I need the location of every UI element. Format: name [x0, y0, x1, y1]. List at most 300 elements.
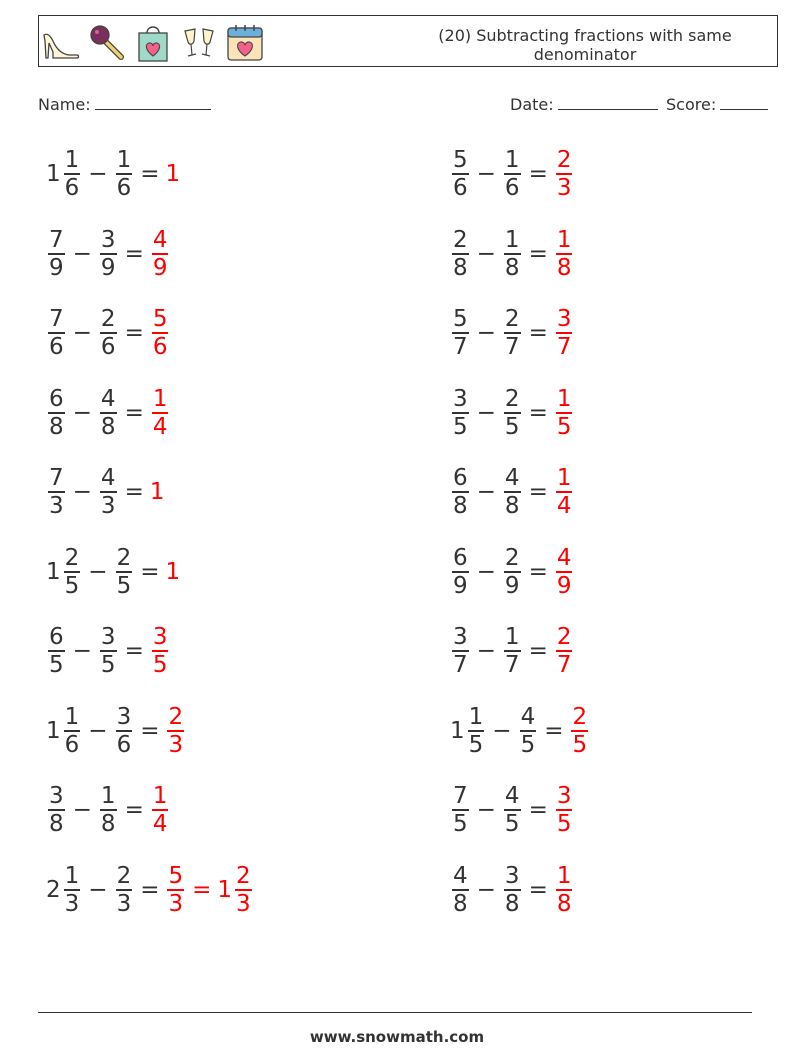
denominator: 5	[453, 413, 468, 440]
denominator: 6	[116, 175, 132, 201]
answer	[554, 863, 575, 917]
minus-sign: −	[476, 161, 496, 187]
answer	[554, 465, 575, 519]
minus-sign: −	[476, 479, 496, 505]
numerator: 4	[100, 385, 116, 412]
date-blank[interactable]	[558, 93, 658, 110]
fraction	[116, 863, 133, 917]
denominator: 5	[504, 811, 520, 837]
minus-sign: −	[476, 558, 496, 585]
denominator: 7	[504, 652, 520, 678]
denominator: 3	[168, 731, 184, 758]
fraction	[556, 147, 573, 201]
numerator: 3	[453, 624, 468, 650]
minus-sign: −	[88, 558, 108, 585]
equals-sign: =	[528, 638, 548, 664]
numerator: 5	[152, 306, 168, 332]
equals-sign: =	[124, 797, 144, 823]
denominator: 5	[556, 413, 572, 440]
numerator: 1	[64, 703, 80, 730]
score-blank[interactable]	[720, 93, 768, 110]
denominator: 8	[453, 254, 468, 281]
fraction	[64, 704, 81, 758]
subtrahend	[502, 545, 523, 599]
fraction	[556, 227, 573, 281]
fraction	[556, 624, 573, 678]
denominator: 6	[49, 334, 64, 360]
denominator: 6	[64, 175, 80, 201]
denominator: 6	[64, 731, 80, 758]
fraction	[556, 306, 573, 360]
numerator: 1	[556, 862, 572, 889]
equals-sign: =	[528, 876, 548, 903]
minus-sign: −	[476, 240, 496, 267]
numerator: 5	[453, 147, 468, 173]
minuend	[46, 227, 67, 281]
equals-sign: =	[140, 161, 160, 187]
numerator: 4	[100, 465, 116, 491]
problem-item	[450, 620, 574, 682]
denominator: 4	[152, 811, 168, 837]
denominator: 5	[556, 811, 572, 837]
minus-sign: −	[476, 638, 496, 664]
equals-sign: =	[528, 320, 548, 346]
fraction	[556, 465, 573, 519]
denominator: 5	[504, 413, 520, 440]
problem-item	[46, 620, 170, 682]
microphone-icon	[87, 21, 127, 63]
problem-item	[450, 302, 574, 364]
answer	[554, 783, 575, 837]
denominator: 8	[100, 811, 116, 837]
numerator: 2	[453, 226, 468, 253]
fraction	[452, 386, 469, 440]
fraction	[48, 465, 65, 519]
fraction	[571, 704, 588, 758]
fraction	[504, 783, 521, 837]
fraction	[468, 704, 485, 758]
date-field	[510, 93, 658, 114]
minus-sign: −	[72, 240, 92, 267]
minuend	[46, 306, 67, 360]
numerator: 3	[100, 624, 116, 650]
champagne-glasses-icon	[179, 21, 219, 63]
equals-sign: =	[140, 876, 160, 903]
problem-item	[450, 143, 574, 205]
minuend	[450, 465, 471, 519]
numerator: 6	[49, 385, 64, 412]
numerator: 3	[504, 862, 520, 889]
fraction	[452, 147, 469, 201]
answer-equals-sign: =	[192, 876, 212, 903]
minuend	[46, 704, 82, 758]
answer	[150, 783, 171, 837]
problem-item	[450, 461, 574, 523]
numerator: 4	[152, 226, 168, 253]
denominator: 8	[556, 890, 572, 917]
denominator: 8	[504, 493, 520, 519]
denominator: 9	[152, 254, 168, 281]
fraction	[452, 863, 469, 917]
fraction	[167, 704, 184, 758]
numerator: 1	[64, 147, 80, 173]
equals-sign: =	[528, 797, 548, 823]
header-icons	[41, 19, 265, 65]
equals-sign: =	[124, 479, 144, 505]
answer	[165, 161, 181, 187]
fraction	[152, 386, 169, 440]
denominator: 3	[100, 493, 116, 519]
problem-item	[46, 541, 181, 603]
denominator: 5	[453, 811, 468, 837]
fraction	[152, 624, 169, 678]
problem-item	[450, 541, 574, 603]
worksheet-header	[38, 15, 778, 67]
denominator: 3	[49, 493, 64, 519]
denominator: 9	[100, 254, 116, 281]
denominator: 3	[64, 890, 80, 917]
numerator: 3	[152, 624, 168, 650]
denominator: 7	[556, 652, 572, 678]
answer	[554, 306, 575, 360]
minuend	[450, 545, 471, 599]
numerator: 3	[453, 385, 468, 412]
fraction	[504, 306, 521, 360]
numerator: 1	[468, 703, 484, 730]
fraction	[64, 863, 81, 917]
subtrahend	[114, 863, 135, 917]
answer	[150, 479, 166, 505]
numerator: 6	[49, 624, 64, 650]
numerator: 2	[504, 306, 520, 332]
numerator: 4	[556, 544, 572, 571]
answer	[554, 386, 575, 440]
minuend	[450, 624, 471, 678]
subtrahend	[114, 704, 135, 758]
answer	[217, 863, 253, 917]
subtrahend	[114, 147, 135, 201]
high-heel-icon	[41, 21, 81, 63]
answer	[554, 624, 575, 678]
numerator: 2	[556, 624, 572, 650]
fraction	[235, 863, 252, 917]
denominator: 8	[49, 811, 64, 837]
subtrahend	[98, 783, 119, 837]
fraction	[116, 704, 133, 758]
fraction	[556, 783, 573, 837]
fraction	[48, 624, 65, 678]
minus-sign: −	[88, 876, 108, 903]
denominator: 9	[556, 572, 572, 599]
numerator: 3	[556, 306, 572, 332]
subtrahend	[98, 227, 119, 281]
equals-sign: =	[140, 717, 160, 744]
fraction	[152, 227, 169, 281]
minuend	[450, 386, 471, 440]
denominator: 6	[453, 175, 468, 201]
minus-sign: −	[72, 399, 92, 426]
minuend	[450, 306, 471, 360]
fraction	[100, 227, 117, 281]
denominator: 3	[168, 890, 184, 917]
minus-sign: −	[476, 797, 496, 823]
fraction	[64, 545, 81, 599]
numerator: 6	[453, 465, 468, 491]
numerator: 2	[236, 862, 251, 889]
fraction	[48, 306, 65, 360]
problem-item	[46, 382, 170, 444]
fraction	[100, 465, 117, 519]
minuend	[46, 624, 67, 678]
denominator: 9	[504, 572, 520, 599]
denominator: 7	[504, 334, 520, 360]
numerator: 1	[504, 226, 520, 253]
problem-item	[450, 859, 574, 921]
minus-sign: −	[72, 320, 92, 346]
equals-sign: =	[124, 320, 144, 346]
fraction	[504, 545, 521, 599]
fraction	[100, 386, 117, 440]
equals-sign: =	[528, 240, 548, 267]
fraction	[452, 783, 469, 837]
fraction	[100, 783, 117, 837]
denominator: 9	[49, 254, 64, 281]
numerator: 4	[453, 862, 468, 889]
numerator: 1	[152, 783, 168, 809]
equals-sign: =	[124, 240, 144, 267]
subtrahend	[502, 783, 523, 837]
problem-item	[46, 859, 254, 921]
fraction	[452, 306, 469, 360]
problem-item	[450, 700, 590, 762]
numerator: 6	[453, 544, 468, 571]
gift-bag-heart-icon	[133, 21, 173, 63]
numerator: 1	[152, 385, 168, 412]
subtrahend	[502, 386, 523, 440]
numerator: 7	[49, 306, 64, 332]
equals-sign: =	[528, 399, 548, 426]
fraction	[452, 624, 469, 678]
minuend	[450, 863, 471, 917]
whole-number: 1	[165, 161, 181, 187]
subtrahend	[502, 624, 523, 678]
score-label: Score:	[666, 95, 717, 114]
worksheet-title: (20) Subtracting fractions with same denominator	[438, 26, 732, 64]
numerator: 1	[64, 862, 80, 889]
numerator: 4	[520, 703, 536, 730]
whole-number: 1	[46, 717, 61, 744]
name-blank[interactable]	[95, 93, 211, 110]
answer	[150, 227, 171, 281]
answer	[150, 306, 171, 360]
denominator: 7	[453, 652, 468, 678]
denominator: 6	[116, 731, 132, 758]
equals-sign: =	[140, 558, 160, 585]
denominator: 5	[49, 652, 64, 678]
numerator: 2	[572, 703, 588, 730]
subtrahend	[98, 306, 119, 360]
denominator: 3	[556, 175, 572, 201]
whole-number: 2	[46, 876, 61, 903]
numerator: 4	[504, 465, 520, 491]
footer-url: www.snowmath.com	[309, 1028, 485, 1046]
whole-number: 1	[217, 876, 233, 903]
whole-number: 1	[165, 558, 181, 585]
problem-item	[450, 382, 574, 444]
denominator: 5	[64, 572, 80, 599]
denominator: 3	[236, 890, 251, 917]
numerator: 2	[504, 385, 520, 412]
fraction	[152, 306, 169, 360]
numerator: 3	[49, 783, 64, 809]
denominator: 7	[453, 334, 468, 360]
subtrahend	[98, 465, 119, 519]
denominator: 8	[453, 890, 468, 917]
problem-item	[46, 223, 170, 285]
subtrahend	[518, 704, 539, 758]
fraction	[452, 545, 469, 599]
answer	[554, 147, 575, 201]
numerator: 2	[556, 147, 572, 173]
numerator: 5	[168, 862, 184, 889]
denominator: 5	[152, 652, 168, 678]
numerator: 2	[100, 306, 116, 332]
numerator: 2	[168, 703, 184, 730]
subtrahend	[98, 386, 119, 440]
minus-sign: −	[476, 399, 496, 426]
date-label: Date:	[510, 95, 554, 114]
answer	[554, 227, 575, 281]
fraction	[452, 465, 469, 519]
fraction	[167, 863, 184, 917]
numerator: 3	[100, 226, 116, 253]
fraction	[504, 386, 521, 440]
minuend	[450, 783, 471, 837]
denominator: 6	[100, 334, 116, 360]
numerator: 2	[504, 544, 520, 571]
fraction	[452, 227, 469, 281]
problem-item	[450, 223, 574, 285]
denominator: 9	[453, 572, 468, 599]
score-field	[666, 93, 768, 114]
denominator: 8	[453, 493, 468, 519]
subtrahend	[114, 545, 135, 599]
name-field	[38, 93, 211, 114]
equals-sign: =	[528, 161, 548, 187]
minuend	[450, 147, 471, 201]
problem-item	[46, 779, 170, 841]
denominator: 5	[116, 572, 132, 599]
subtrahend	[502, 147, 523, 201]
answer	[554, 545, 575, 599]
name-label: Name:	[38, 95, 91, 114]
problem-item	[46, 700, 186, 762]
numerator: 4	[504, 783, 520, 809]
numerator: 1	[556, 385, 572, 412]
denominator: 5	[468, 731, 484, 758]
fraction	[556, 545, 573, 599]
denominator: 8	[504, 890, 520, 917]
subtrahend	[502, 306, 523, 360]
fraction	[152, 783, 169, 837]
subtrahend	[502, 227, 523, 281]
equals-sign: =	[124, 399, 144, 426]
subtrahend	[502, 465, 523, 519]
fraction	[504, 227, 521, 281]
fraction	[64, 147, 81, 201]
fraction	[100, 306, 117, 360]
equals-sign: =	[528, 558, 548, 585]
denominator: 3	[116, 890, 132, 917]
minus-sign: −	[492, 717, 512, 744]
minus-sign: −	[88, 717, 108, 744]
denominator: 8	[49, 413, 64, 440]
denominator: 8	[504, 254, 520, 281]
fraction	[100, 624, 117, 678]
equals-sign: =	[544, 717, 564, 744]
numerator: 1	[504, 624, 520, 650]
problem-item	[450, 779, 574, 841]
answer	[569, 704, 590, 758]
numerator: 2	[64, 544, 80, 571]
minus-sign: −	[88, 161, 108, 187]
denominator: 6	[152, 334, 168, 360]
denominator: 5	[572, 731, 588, 758]
denominator: 5	[520, 731, 536, 758]
fraction	[504, 624, 521, 678]
numerator: 1	[556, 465, 572, 491]
fraction	[556, 386, 573, 440]
calendar-heart-icon	[225, 21, 265, 63]
numerator: 1	[116, 147, 132, 173]
numerator: 1	[504, 147, 520, 173]
answer	[165, 559, 181, 585]
numerator: 3	[116, 703, 132, 730]
answer	[150, 624, 171, 678]
subtrahend	[98, 624, 119, 678]
fraction	[504, 465, 521, 519]
footer-divider	[38, 1012, 752, 1013]
answer	[150, 386, 171, 440]
problem-item	[46, 461, 165, 523]
denominator: 7	[556, 334, 572, 360]
numerator: 1	[556, 226, 572, 253]
minus-sign: −	[72, 479, 92, 505]
fraction	[504, 147, 521, 201]
minuend	[46, 386, 67, 440]
numerator: 2	[116, 862, 132, 889]
minus-sign: −	[72, 638, 92, 664]
denominator: 4	[152, 413, 168, 440]
minus-sign: −	[476, 320, 496, 346]
minuend	[450, 227, 471, 281]
subtrahend	[502, 863, 523, 917]
fraction	[116, 545, 133, 599]
numerator: 3	[556, 783, 572, 809]
whole-number: 1	[46, 161, 61, 187]
whole-number: 1	[46, 558, 61, 585]
equals-sign: =	[124, 638, 144, 664]
fraction	[504, 863, 521, 917]
minus-sign: −	[72, 797, 92, 823]
fraction	[48, 227, 65, 281]
answer	[165, 704, 186, 758]
minuend	[46, 147, 82, 201]
denominator: 6	[504, 175, 520, 201]
numerator: 7	[49, 465, 64, 491]
whole-number: 1	[450, 717, 465, 744]
fraction	[116, 147, 133, 201]
